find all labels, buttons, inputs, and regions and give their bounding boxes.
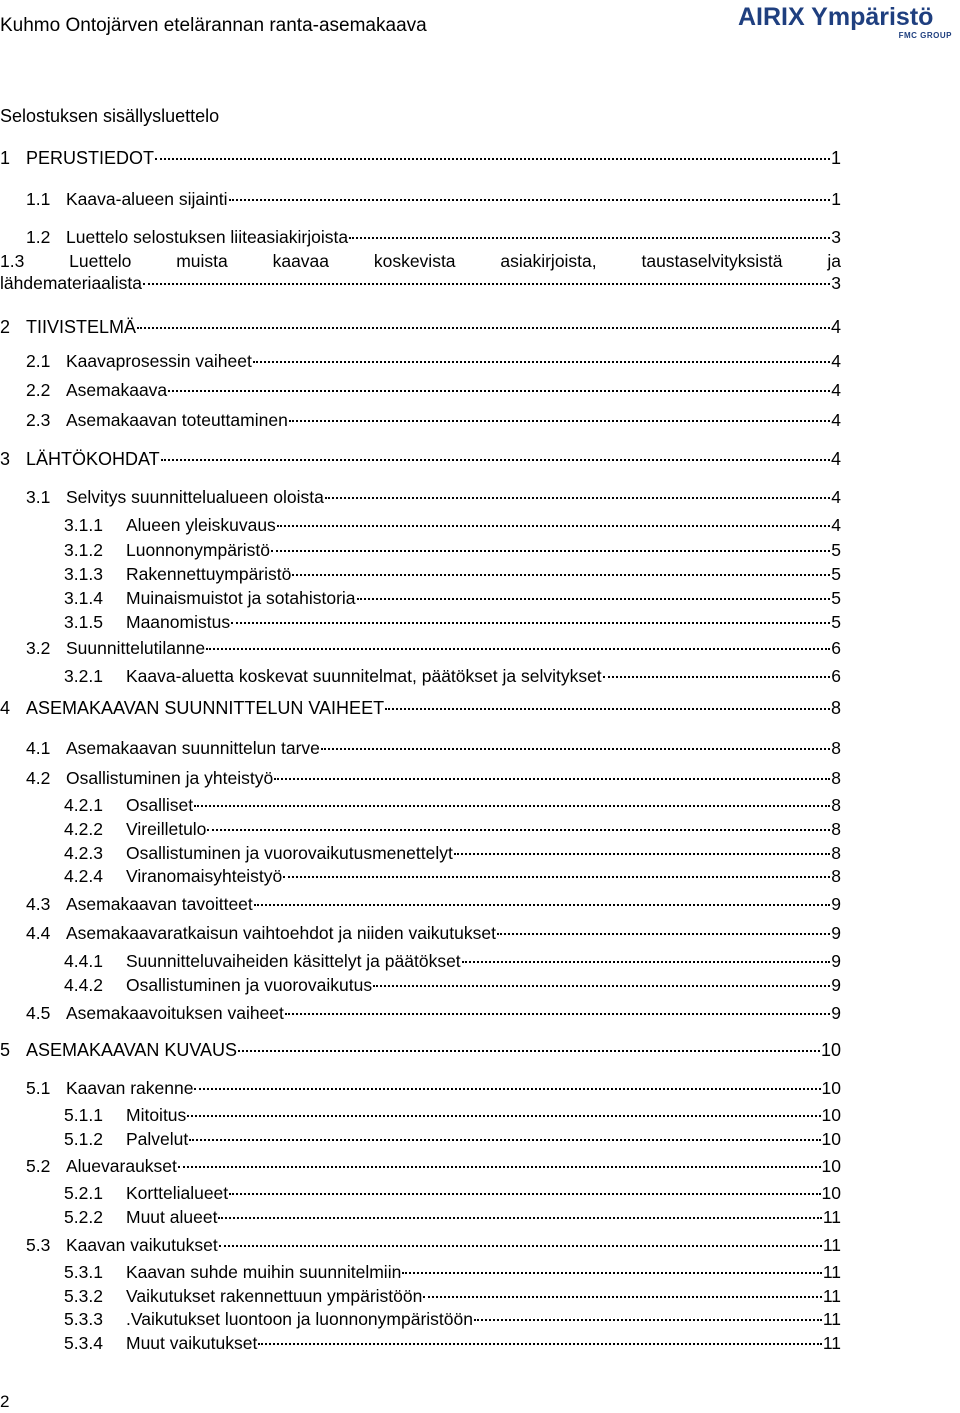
toc-entry-number: 3.1.4 [64,588,103,608]
toc-entry-number: 4.2 [26,768,51,788]
toc-entry-page: 10 [820,1040,841,1060]
toc-entry-number: 4 [0,698,11,718]
logo-subtitle: FMC GROUP [898,31,952,40]
toc-entry[interactable] [0,316,841,338]
toc-dot-leader [155,158,830,160]
toc-entry-page: 6 [831,638,841,658]
toc-entry[interactable] [64,1206,841,1228]
toc-entry[interactable] [26,226,841,248]
toc-entry[interactable] [26,188,841,210]
toc-dot-leader [385,708,830,710]
toc-dot-leader [321,748,830,750]
toc-entry[interactable] [64,1182,841,1204]
toc-entry[interactable] [0,250,841,294]
toc-dot-leader [373,985,830,987]
toc-entry-page: 9 [831,894,841,914]
toc-entry-page: 4 [830,317,841,337]
toc-entry[interactable] [26,637,841,659]
toc-dot-leader [349,237,830,239]
toc-dot-leader [178,1166,821,1168]
toc-entry-page: 9 [831,951,841,971]
toc-dot-leader [143,283,830,285]
toc-entry-word: Luettelo [69,251,132,271]
toc-entry-number: 5.2.2 [64,1207,103,1227]
toc-entry-number: 2 [0,317,11,337]
toc-entry-title: Vireilletulo [126,819,207,839]
toc-entry-page: 1 [830,148,841,168]
toc-entry-number: 5.3.3 [64,1309,103,1329]
toc-entry-number: 3.1.5 [64,612,103,632]
toc-dot-leader [207,829,830,831]
toc-entry-page: 11 [822,1262,841,1282]
toc-entry-title: Kaavan vaikutukset [66,1235,218,1255]
toc-dot-leader [218,1217,821,1219]
toc-entry[interactable] [26,737,841,759]
toc-entry-title: Muinaismuistot ja sotahistoria [126,588,356,608]
toc-entry-number: 5.3.1 [64,1262,103,1282]
toc-entry-number: 5.1 [26,1078,51,1098]
toc-dot-leader [283,876,830,878]
toc-entry-title: LÄHTÖKOHDAT [26,449,160,469]
toc-entry-page: 8 [831,738,841,758]
logo-wordmark: AIRIX Ympäristö [738,3,934,31]
toc-entry-number: 2.2 [26,380,51,400]
toc-dot-leader [231,622,830,624]
toc-entry-title: Aluevaraukset [66,1156,177,1176]
toc-entry-number: 5 [0,1040,11,1060]
toc-dot-leader [423,1296,821,1298]
toc-entry-page: 3 [831,227,841,247]
toc-dot-leader [254,904,830,906]
toc-entry-page: 4 [831,410,841,430]
toc-entry-page: 9 [831,923,841,943]
toc-dot-leader [292,574,830,576]
toc-entry-number: 4.2.3 [64,843,103,863]
document-header-title: Kuhmo Ontojärven etelärannan ranta-asemakaava [0,15,427,36]
toc-entry-title: Kaavaprosessin vaiheet [66,351,252,371]
toc-entry-page: 10 [821,1129,841,1149]
toc-entry[interactable] [26,379,841,401]
toc-entry-page: 5 [831,540,841,560]
toc-dot-leader [206,648,830,650]
toc-dot-leader [168,390,830,392]
toc-entry-title: Kaava-alueen sijainti [66,189,228,209]
toc-entry-title: Luonnonympäristö [126,540,270,560]
toc-entry-word: 1.3 [0,251,25,271]
toc-entry-title: Muut vaikutukset [126,1333,258,1353]
toc-entry-page: 4 [831,487,841,507]
toc-entry-page: 4 [831,515,841,535]
toc-entry-title: Osalliset [126,795,194,815]
toc-dot-leader [357,598,831,600]
toc-entry-title: Vaikutukset rakennettuun ympäristöön [126,1286,423,1306]
toc-entry-title: Asemakaavan tavoitteet [66,894,253,914]
toc-entry-number: 4.4.1 [64,951,103,971]
airix-logo [738,2,954,46]
toc-entry-page: 10 [821,1105,841,1125]
toc-entry-page: 4 [831,380,841,400]
toc-dot-leader [462,961,831,963]
toc-entry-title: Kaavan rakenne [66,1078,194,1098]
toc-entry-number: 4.1 [26,738,51,758]
toc-entry-number: 5.1.2 [64,1129,103,1149]
toc-entry-number: 1.1 [26,189,51,209]
toc-entry-page: 8 [831,795,841,815]
toc-entry-title: Alueen yleiskuvaus [126,515,276,535]
toc-entry-number: 3.1.2 [64,540,103,560]
toc-entry[interactable] [64,514,841,536]
toc-entry-number: 3.1.3 [64,564,103,584]
toc-entry-number: 1 [0,148,11,168]
toc-entry[interactable] [26,1002,841,1024]
toc-entry[interactable] [0,448,841,470]
toc-entry-number: 5.2 [26,1156,51,1176]
toc-entry[interactable] [26,893,841,915]
toc-entry-number: 5.3 [26,1235,51,1255]
toc-dot-leader [474,1319,822,1321]
toc-entry[interactable] [64,818,841,840]
toc-entry-page: 11 [822,1207,841,1227]
toc-entry[interactable] [64,794,841,816]
toc-entry-number: 4.4.2 [64,975,103,995]
toc-heading: Selostuksen sisällysluettelo [0,106,220,126]
toc-entry-page: 8 [831,819,841,839]
toc-entry-title: Suunnitteluvaiheiden käsittelyt ja päätökset [126,951,461,971]
toc-entry-page: 9 [831,1003,841,1023]
toc-entry-number: 3 [0,449,11,469]
toc-entry[interactable] [0,1039,841,1061]
toc-entry-title: Asemakaavaratkaisun vaihtoehdot ja niiden vaikutukset [66,923,496,943]
toc-entry-title: Palvelut [126,1129,189,1149]
toc-entry-page: 8 [831,843,841,863]
toc-entry-title: Osallistuminen ja vuorovaikutusmenettelyt [126,843,453,863]
toc-entry[interactable] [64,1104,841,1126]
toc-entry-page: 8 [831,768,841,788]
toc-entry-title: ASEMAKAAVAN SUUNNITTELUN VAIHEET [26,698,385,718]
page-number: 2 [0,1392,10,1411]
toc-entry-number: 5.1.1 [64,1105,103,1125]
toc-entry-title: Osallistuminen ja yhteistyö [66,768,274,788]
toc-entry[interactable] [64,665,841,687]
toc-dot-leader [229,1193,820,1195]
toc-entry-number: 3.2 [26,638,51,658]
toc-entry-number: 2.1 [26,351,51,371]
toc-dot-leader [137,327,830,329]
toc-entry-number: 3.1 [26,487,51,507]
toc-entry[interactable] [64,1285,841,1307]
toc-entry-number: 4.2.1 [64,795,103,815]
toc-entry-title: ASEMAKAAVAN KUVAUS [26,1040,238,1060]
toc-entry-page: 9 [831,975,841,995]
toc-dot-leader [271,550,830,552]
toc-dot-leader [253,361,830,363]
toc-entry[interactable] [26,1077,841,1099]
toc-entry[interactable] [64,1261,841,1283]
toc-entry-page: 10 [821,1156,841,1176]
toc-dot-leader [497,933,830,935]
toc-entry-title: Asemakaavoituksen vaiheet [66,1003,284,1023]
toc-entry-word: ja [827,251,841,271]
toc-entry-page: 5 [831,588,841,608]
toc-entry[interactable] [64,539,841,561]
toc-entry-number: 1.2 [26,227,51,247]
toc-dot-leader [454,853,830,855]
toc-dot-leader [219,1245,822,1247]
toc-dot-leader [603,676,831,678]
toc-entry-number: 2.3 [26,410,51,430]
toc-entry[interactable] [64,842,841,864]
toc-entry[interactable] [26,922,841,944]
toc-entry-word: kaavaa [272,251,330,271]
toc-entry-page: 11 [822,1286,841,1306]
toc-dot-leader [161,459,830,461]
toc-entry-title: Asemakaavan toteuttaminen [66,410,288,430]
toc-entry-word: muista [176,251,228,271]
toc-dot-leader [229,199,831,201]
toc-entry-page: 4 [830,449,841,469]
toc-entry-number: 4.4 [26,923,51,943]
toc-entry-title-continued: lähdemateriaalista [0,273,143,293]
toc-dot-leader [289,420,830,422]
toc-entry-title: Asemakaavan suunnittelun tarve [66,738,320,758]
toc-entry-title: Maanomistus [126,612,231,632]
toc-entry-word: taustaselvityksistä [641,251,783,271]
toc-entry[interactable] [26,1234,841,1256]
toc-entry[interactable] [26,1155,841,1177]
toc-entry-title: Luettelo selostuksen liiteasiakirjoista [66,227,349,247]
toc-entry-title: Muut alueet [126,1207,218,1227]
toc-dot-leader [277,525,830,527]
toc-entry[interactable] [64,1128,841,1150]
toc-entry-title: .Vaikutukset luontoon ja luonnonympäristöön [126,1309,473,1329]
toc-entry-title: Rakennettuympäristö [126,564,292,584]
toc-entry-number: 4.2.4 [64,866,103,886]
toc-entry-title: Kaava-aluetta koskevat suunnitelmat, päätökset ja selvitykset [126,666,602,686]
toc-entry-title: Asemakaava [66,380,168,400]
toc-entry-number: 5.3.2 [64,1286,103,1306]
toc-entry-title: Selvitys suunnittelualueen oloista [66,487,324,507]
toc-entry[interactable] [64,865,841,887]
toc-entry[interactable] [26,409,841,431]
toc-entry-page: 8 [831,866,841,886]
toc-entry-page: 11 [822,1309,841,1329]
toc-entry-page: 1 [831,189,841,209]
toc-entry-page: 5 [831,612,841,632]
toc-entry[interactable] [64,974,841,996]
toc-entry-title: Kaavan suhde muihin suunnitelmiin [126,1262,402,1282]
toc-entry[interactable] [64,611,841,633]
toc-entry-page: 6 [831,666,841,686]
toc-entry[interactable] [64,1332,841,1354]
toc-entry-page: 3 [831,273,841,293]
toc-entry[interactable] [0,147,841,169]
toc-entry-title: PERUSTIEDOT [26,148,155,168]
toc-entry-title: Viranomaisyhteistyö [126,866,283,886]
toc-dot-leader [194,1088,820,1090]
toc-entry-number: 4.2.2 [64,819,103,839]
toc-entry-word: asiakirjoista, [500,251,597,271]
toc-entry-number: 4.3 [26,894,51,914]
toc-entry-page: 10 [821,1183,841,1203]
toc-dot-leader [285,1013,830,1015]
toc-entry-title: Korttelialueet [126,1183,229,1203]
toc-entry-page: 5 [831,564,841,584]
toc-entry[interactable] [64,950,841,972]
toc-dot-leader [238,1050,820,1052]
toc-entry[interactable] [26,350,841,372]
toc-entry-title: TIIVISTELMÄ [26,317,137,337]
toc-entry-number: 5.3.4 [64,1333,103,1353]
toc-dot-leader [274,778,830,780]
toc-entry[interactable] [26,767,841,789]
toc-entry[interactable] [64,587,841,609]
toc-entry-page: 10 [821,1078,841,1098]
toc-entry-title: Mitoitus [126,1105,187,1125]
toc-entry-page: 11 [822,1235,841,1255]
toc-entry[interactable] [26,486,841,508]
toc-entry-number: 3.2.1 [64,666,103,686]
toc-entry[interactable] [64,1308,841,1330]
toc-entry-title: Osallistuminen ja vuorovaikutus [126,975,373,995]
toc-dot-leader [258,1343,822,1345]
toc-dot-leader [187,1115,820,1117]
toc-entry-number: 5.2.1 [64,1183,103,1203]
toc-entry[interactable] [0,697,841,719]
toc-entry-word: koskevista [373,251,456,271]
toc-entry-page: 4 [831,351,841,371]
toc-dot-leader [189,1139,820,1141]
toc-entry[interactable] [64,563,841,585]
toc-entry-number: 3.1.1 [64,515,103,535]
toc-entry-page: 8 [830,698,841,718]
toc-dot-leader [194,805,830,807]
toc-entry-number: 4.5 [26,1003,51,1023]
toc-dot-leader [325,497,830,499]
toc-dot-leader [402,1272,822,1274]
toc-entry-title: Suunnittelutilanne [66,638,206,658]
toc-entry-page: 11 [822,1333,841,1353]
